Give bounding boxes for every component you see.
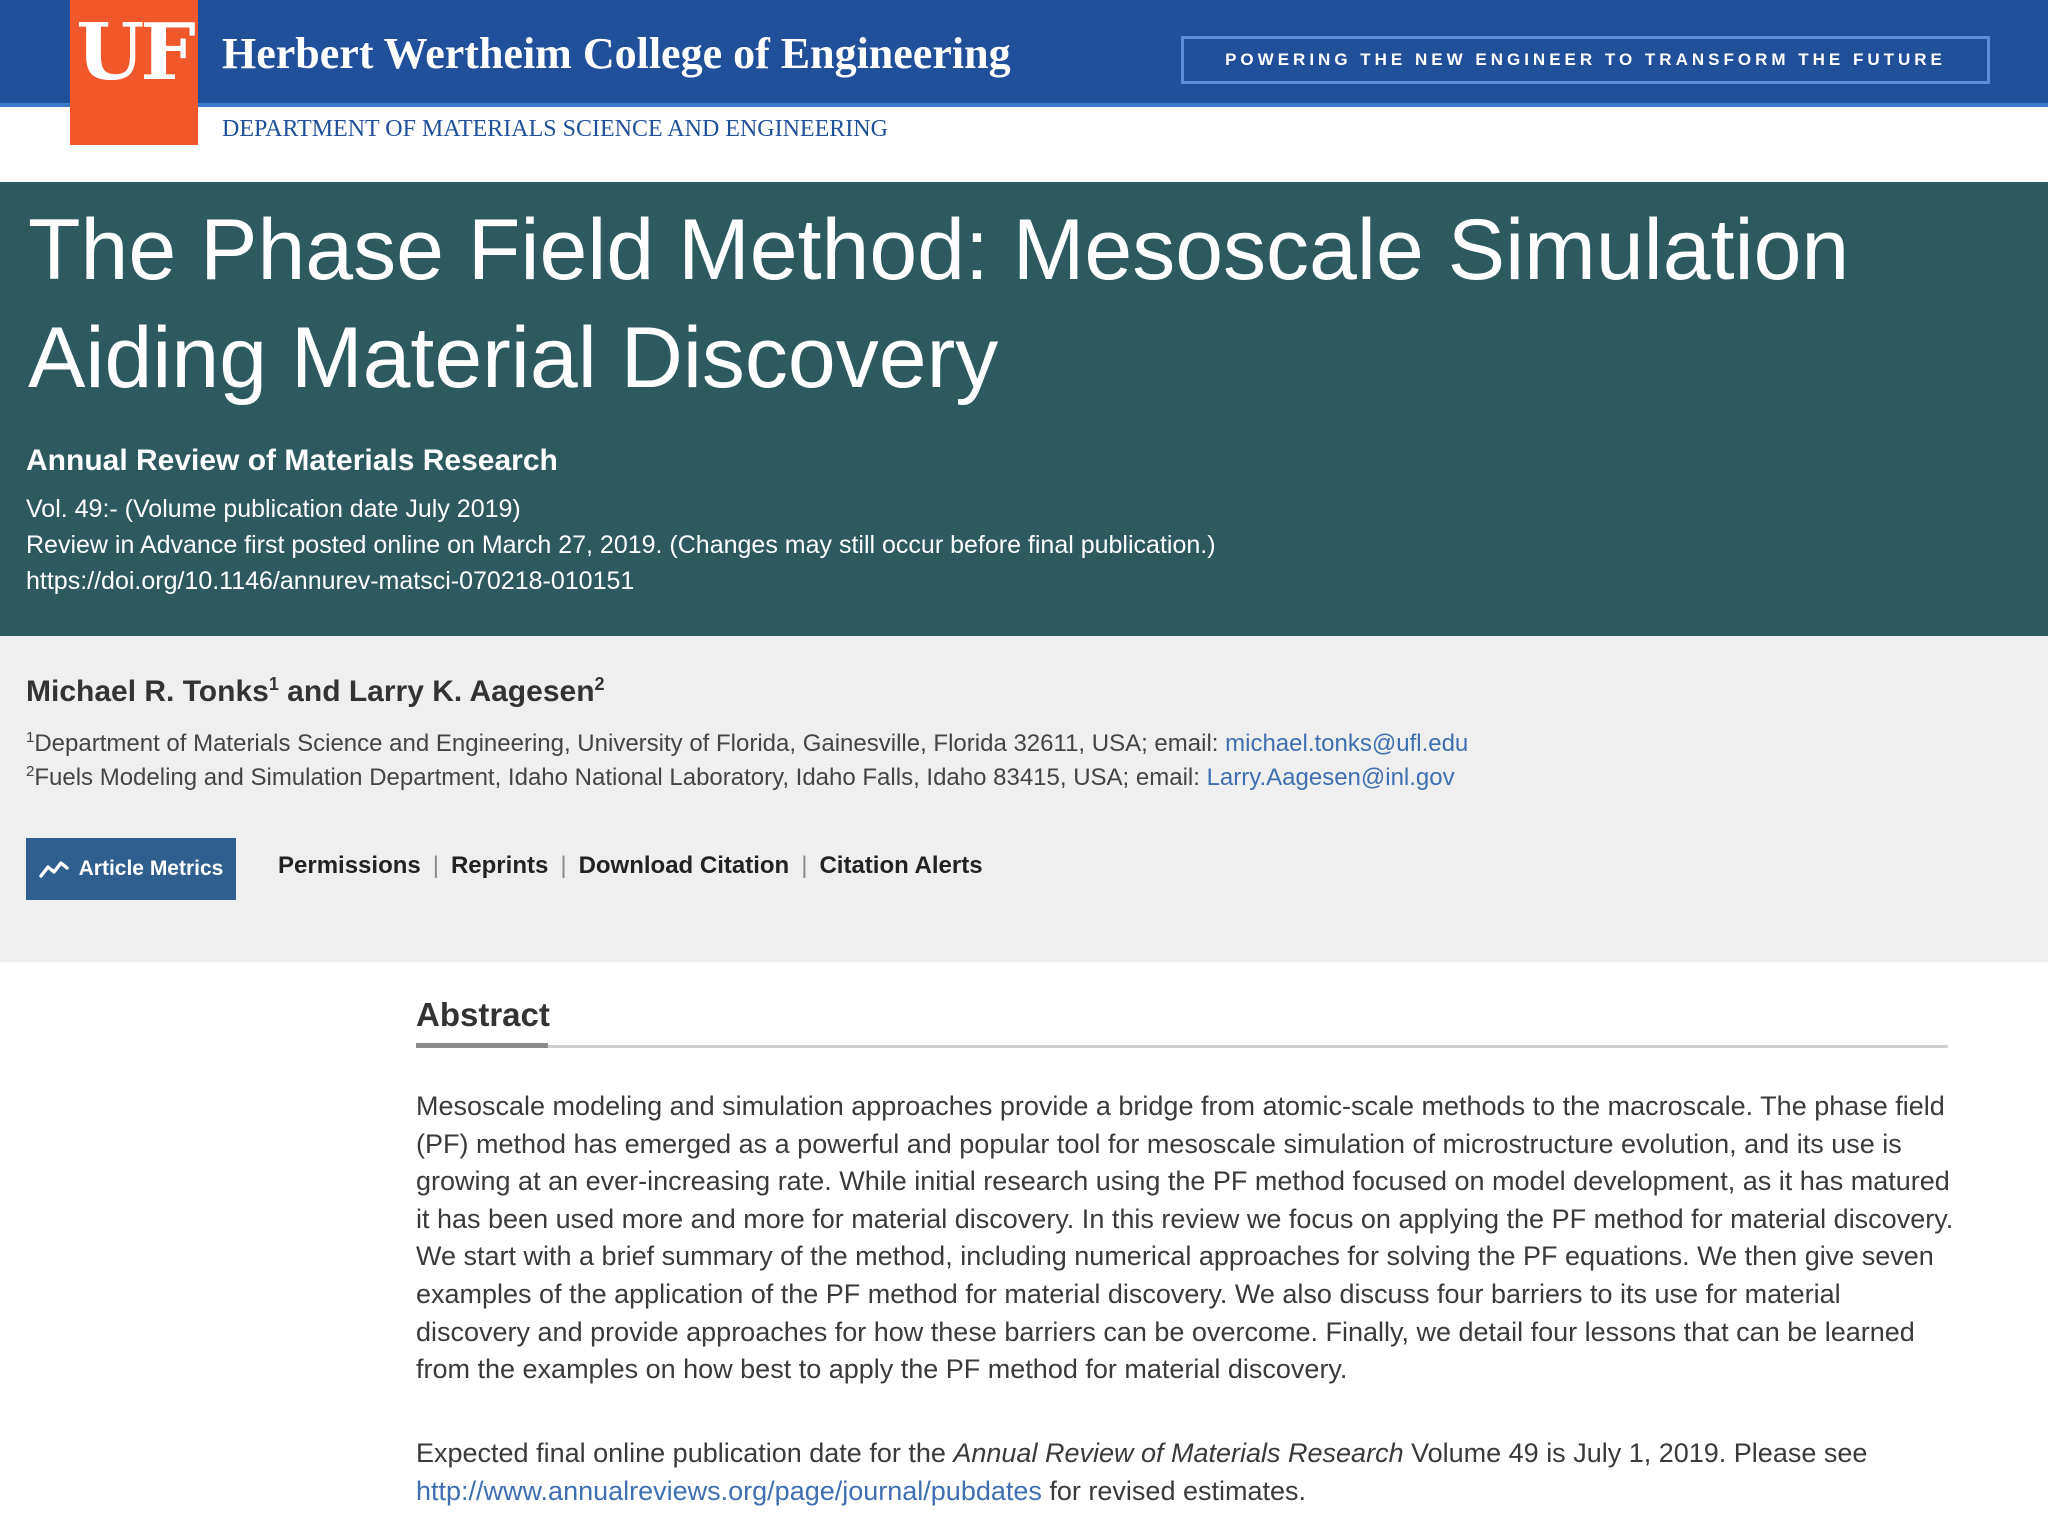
reprints-link[interactable]: Reprints xyxy=(450,852,549,879)
affiliation-superscript: 1 xyxy=(26,729,35,746)
affiliation-text: Fuels Modeling and Simulation Department, Idaho National Laboratory, Idaho Falls, Idaho 83415, USA; email: xyxy=(34,764,1207,791)
author-superscript: 1 xyxy=(268,674,279,694)
abstract-heading: Abstract xyxy=(416,996,550,1033)
author-name[interactable]: Larry K. Aagesen xyxy=(348,675,595,708)
article-title: The Phase Field Method: Mesoscale Simulation Aiding Material Discovery xyxy=(28,202,1850,406)
email-link[interactable]: Larry.Aagesen@inl.gov xyxy=(1206,764,1455,791)
separator: | xyxy=(560,852,567,879)
author-joiner: and xyxy=(278,675,349,708)
affiliation-superscript: 2 xyxy=(26,763,35,780)
uf-logo[interactable] xyxy=(70,0,198,145)
abstract-divider xyxy=(416,1045,1948,1048)
pubdate-prefix: Expected final online publication date for the xyxy=(416,1438,954,1468)
pubdate-middle: Volume 49 is July 1, 2019. Please see xyxy=(1403,1438,1868,1468)
permissions-link[interactable]: Permissions xyxy=(278,852,421,879)
separator: | xyxy=(432,852,439,879)
abstract-divider-accent xyxy=(416,1043,548,1048)
author-list xyxy=(26,674,605,709)
article-metrics-label: Article Metrics xyxy=(78,857,224,880)
article-metrics-button[interactable] xyxy=(26,838,236,900)
header-divider xyxy=(0,103,2048,107)
uf-logo-text: UF xyxy=(76,7,192,98)
pubdate-note xyxy=(416,1434,1956,1510)
author-superscript: 2 xyxy=(594,674,605,694)
pubdate-journal: Annual Review of Materials Research xyxy=(953,1438,1404,1468)
department-name[interactable]: DEPARTMENT OF MATERIALS SCIENCE AND ENGINEERING xyxy=(222,116,888,142)
email-link[interactable]: michael.tonks@ufl.edu xyxy=(1225,730,1469,757)
affiliation-1 xyxy=(26,729,1468,758)
advance-line: Review in Advance first posted online on March 27, 2019. (Changes may still occur before final publication.) xyxy=(26,531,1216,559)
volume-line: Vol. 49:- (Volume publication date July 2019) xyxy=(26,495,521,523)
doi-link[interactable]: https://doi.org/10.1146/annurev-matsci-070218-010151 xyxy=(26,567,635,595)
abstract-text: Mesoscale modeling and simulation approaches provide a bridge from atomic-scale methods to the macroscale. The phase field (PF) method has emerged as a powerful and popular tool for mesoscale simulation of microstructure evolution, and its use is growing at an ever-increasing rate. While initial research using the PF method focused on model development, as it has matured it has been used more and more for material discovery. In this review we focus on applying the PF method for material discovery. We start with a brief summary of the method, including numerical approaches for solving the PF equations. We then give seven examples of the application of the PF method for material discovery. We also discuss four barriers to its use for material discovery and provide approaches for how these barriers can be overcome. Finally, we detail four lessons that can be learned from the examples on how best to apply the PF method for material discovery. xyxy=(416,1091,1954,1385)
affiliation-text: Department of Materials Science and Engineering, University of Florida, Gainesville, Florida 32611, USA; email: xyxy=(34,730,1226,757)
affiliation-2 xyxy=(26,763,1455,792)
citation-alerts-link[interactable]: Citation Alerts xyxy=(819,852,983,879)
download-citation-link[interactable]: Download Citation xyxy=(578,852,790,879)
college-name[interactable]: Herbert Wertheim College of Engineering xyxy=(222,29,1011,78)
pubdates-link[interactable]: http://www.annualreviews.org/page/journal/pubdates xyxy=(416,1476,1042,1506)
journal-name[interactable]: Annual Review of Materials Research xyxy=(26,444,558,477)
pubdate-suffix: for revised estimates. xyxy=(1041,1476,1306,1506)
tagline-banner xyxy=(1181,36,1990,84)
author-name[interactable]: Michael R. Tonks xyxy=(26,675,269,708)
separator: | xyxy=(801,852,808,879)
article-actions xyxy=(278,852,983,880)
chart-line-icon xyxy=(39,859,69,879)
tagline-text: POWERING THE NEW ENGINEER TO TRANSFORM THE FUTURE xyxy=(1225,50,1946,69)
